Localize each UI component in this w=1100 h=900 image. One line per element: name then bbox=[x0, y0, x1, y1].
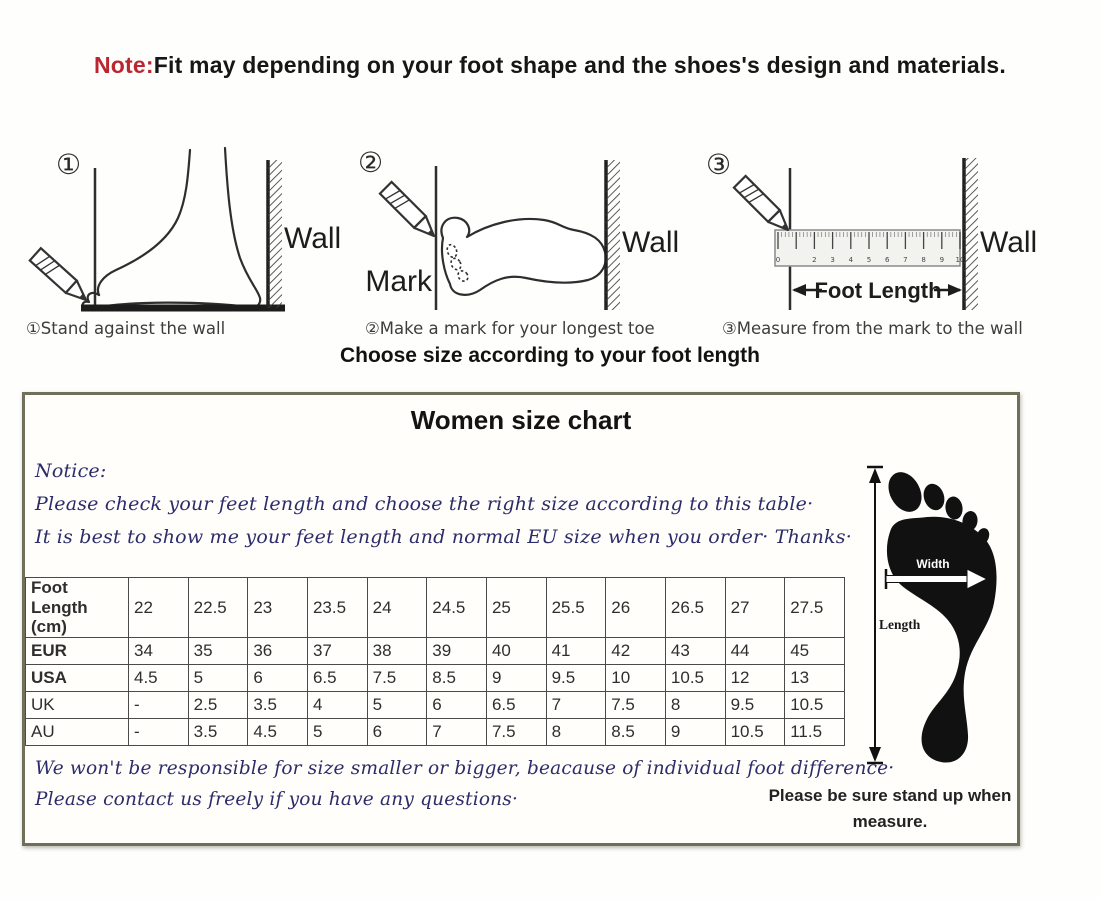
wall-hatch bbox=[268, 160, 282, 308]
ruler-number: 5 bbox=[866, 256, 872, 264]
size-cell: 26.5 bbox=[665, 578, 725, 638]
size-cell: 22 bbox=[129, 578, 189, 638]
notice-line: Please check your feet length and choose the right size according to this table· bbox=[35, 493, 814, 515]
size-cell: 38 bbox=[367, 637, 427, 664]
size-cell: 24.5 bbox=[427, 578, 487, 638]
size-cell: 34 bbox=[129, 637, 189, 664]
size-cell: 13 bbox=[785, 664, 845, 691]
row-label: USA bbox=[26, 664, 129, 691]
step-2-number: ② bbox=[358, 146, 384, 179]
ruler-number: 6 bbox=[884, 256, 890, 264]
size-cell: 35 bbox=[188, 637, 248, 664]
size-cell: 10.5 bbox=[785, 691, 845, 718]
size-cell: 27.5 bbox=[785, 578, 845, 638]
size-cell: 8.5 bbox=[606, 718, 666, 745]
size-cell: 7.5 bbox=[486, 718, 546, 745]
ruler-number: 4 bbox=[848, 256, 854, 264]
note-text: Fit may depending on your foot shape and the shoes's design and materials. bbox=[153, 52, 1007, 78]
size-cell: 11.5 bbox=[785, 718, 845, 745]
wall-hatch bbox=[606, 160, 620, 310]
size-cell: 8.5 bbox=[427, 664, 487, 691]
step-3-illustration bbox=[692, 138, 1090, 316]
size-cell: 7 bbox=[546, 691, 606, 718]
size-cell: 7 bbox=[427, 718, 487, 745]
ruler-number: 2 bbox=[812, 256, 817, 264]
pencil-icon bbox=[734, 176, 794, 236]
ruler-number: 9 bbox=[939, 256, 945, 264]
size-cell: 23 bbox=[248, 578, 308, 638]
size-cell: 3.5 bbox=[248, 691, 308, 718]
size-table-body bbox=[26, 578, 845, 746]
size-cell: 6.5 bbox=[307, 664, 367, 691]
table-row bbox=[26, 718, 845, 745]
foot-side-view bbox=[83, 148, 261, 310]
notice-line: It is best to show me your feet length and normal EU size when you order· Thanks· bbox=[35, 526, 852, 548]
size-cell: - bbox=[129, 691, 189, 718]
size-cell: 9 bbox=[486, 664, 546, 691]
table-row bbox=[26, 664, 845, 691]
wall-label: Wall bbox=[622, 226, 680, 259]
notice-heading: Notice: bbox=[35, 460, 107, 482]
size-cell: 6 bbox=[367, 718, 427, 745]
size-cell: 10 bbox=[606, 664, 666, 691]
length-label: Length bbox=[879, 617, 921, 632]
size-cell: 26 bbox=[606, 578, 666, 638]
choose-size-heading: Choose size according to your foot length bbox=[339, 344, 761, 367]
measure-step-2 bbox=[348, 138, 688, 338]
size-cell: 10.5 bbox=[725, 718, 785, 745]
foot-length-label: Foot Length bbox=[814, 278, 942, 303]
ruler bbox=[775, 230, 964, 266]
size-cell: 5 bbox=[367, 691, 427, 718]
ruler-number: 0 bbox=[775, 256, 781, 264]
table-row bbox=[26, 578, 845, 638]
size-cell: 42 bbox=[606, 637, 666, 664]
size-cell: 7.5 bbox=[367, 664, 427, 691]
size-cell: 9 bbox=[665, 718, 725, 745]
disclaimer-line: We won't be responsible for size smaller or bigger, beacause of individual foot difference· bbox=[35, 758, 895, 779]
row-label: Foot Length (cm) bbox=[26, 578, 129, 638]
size-cell: 3.5 bbox=[188, 718, 248, 745]
size-cell: 9.5 bbox=[725, 691, 785, 718]
ruler-number: 7 bbox=[903, 256, 908, 264]
size-cell: 43 bbox=[665, 637, 725, 664]
size-cell: 44 bbox=[725, 637, 785, 664]
size-cell: 22.5 bbox=[188, 578, 248, 638]
measure-step-3 bbox=[692, 138, 1090, 338]
row-label: UK bbox=[26, 691, 129, 718]
foot-top-view bbox=[441, 218, 605, 295]
size-cell: 6 bbox=[427, 691, 487, 718]
footprint bbox=[882, 466, 997, 762]
size-cell: 9.5 bbox=[546, 664, 606, 691]
size-cell: 7.5 bbox=[606, 691, 666, 718]
size-cell: 4.5 bbox=[248, 718, 308, 745]
size-cell: 6.5 bbox=[486, 691, 546, 718]
size-cell: 37 bbox=[307, 637, 367, 664]
step-3-number: ③ bbox=[706, 148, 732, 181]
table-row bbox=[26, 637, 845, 664]
step-1-caption: ①Stand against the wall bbox=[26, 319, 226, 338]
row-label: AU bbox=[26, 718, 129, 745]
measure-step-1 bbox=[18, 138, 353, 338]
size-cell: 27 bbox=[725, 578, 785, 638]
foot-measure-diagram bbox=[855, 457, 1015, 772]
size-cell: 2.5 bbox=[188, 691, 248, 718]
size-cell: 6 bbox=[248, 664, 308, 691]
size-chart-title: Women size chart bbox=[410, 405, 632, 435]
ruler-number: 3 bbox=[830, 256, 835, 264]
ruler-number: 10 bbox=[955, 256, 965, 264]
size-cell: 25 bbox=[486, 578, 546, 638]
size-cell: 41 bbox=[546, 637, 606, 664]
size-cell: 45 bbox=[785, 637, 845, 664]
size-cell: 4.5 bbox=[129, 664, 189, 691]
measure-note: Please be sure stand up when measure. bbox=[768, 786, 1012, 831]
step-2-illustration bbox=[348, 138, 688, 316]
pencil-icon bbox=[380, 182, 440, 242]
fit-note bbox=[0, 52, 1100, 79]
note-label: Note: bbox=[93, 52, 154, 78]
length-dimension bbox=[867, 467, 883, 763]
size-cell: 10.5 bbox=[665, 664, 725, 691]
size-cell: 40 bbox=[486, 637, 546, 664]
size-cell: 36 bbox=[248, 637, 308, 664]
size-chart-box bbox=[22, 392, 1020, 846]
size-cell: 24 bbox=[367, 578, 427, 638]
width-label: Width bbox=[916, 557, 950, 571]
pencil-icon bbox=[30, 248, 92, 306]
table-row bbox=[26, 691, 845, 718]
wall-label: Wall bbox=[980, 226, 1038, 259]
size-cell: 4 bbox=[307, 691, 367, 718]
size-cell: 23.5 bbox=[307, 578, 367, 638]
step-2-caption: ②Make a mark for your longest toe bbox=[365, 319, 655, 338]
notice-block bbox=[35, 455, 852, 554]
foot-length-dimension bbox=[792, 278, 962, 303]
size-cell: 12 bbox=[725, 664, 785, 691]
row-label: EUR bbox=[26, 637, 129, 664]
size-table bbox=[25, 577, 845, 746]
wall-hatch bbox=[964, 158, 978, 310]
size-cell: 5 bbox=[188, 664, 248, 691]
size-cell: 8 bbox=[665, 691, 725, 718]
step-3-caption: ③Measure from the mark to the wall bbox=[722, 319, 1023, 338]
size-cell: 8 bbox=[546, 718, 606, 745]
step-1-illustration bbox=[18, 138, 353, 316]
size-cell: 39 bbox=[427, 637, 487, 664]
step-1-number: ① bbox=[56, 148, 82, 181]
size-cell: 25.5 bbox=[546, 578, 606, 638]
disclaimer-line: Please contact us freely if you have any questions· bbox=[35, 789, 519, 810]
wall-label: Wall bbox=[284, 222, 342, 255]
ruler-number: 8 bbox=[921, 256, 926, 264]
mark-label: Mark bbox=[365, 265, 432, 298]
size-cell: 5 bbox=[307, 718, 367, 745]
size-cell: - bbox=[129, 718, 189, 745]
